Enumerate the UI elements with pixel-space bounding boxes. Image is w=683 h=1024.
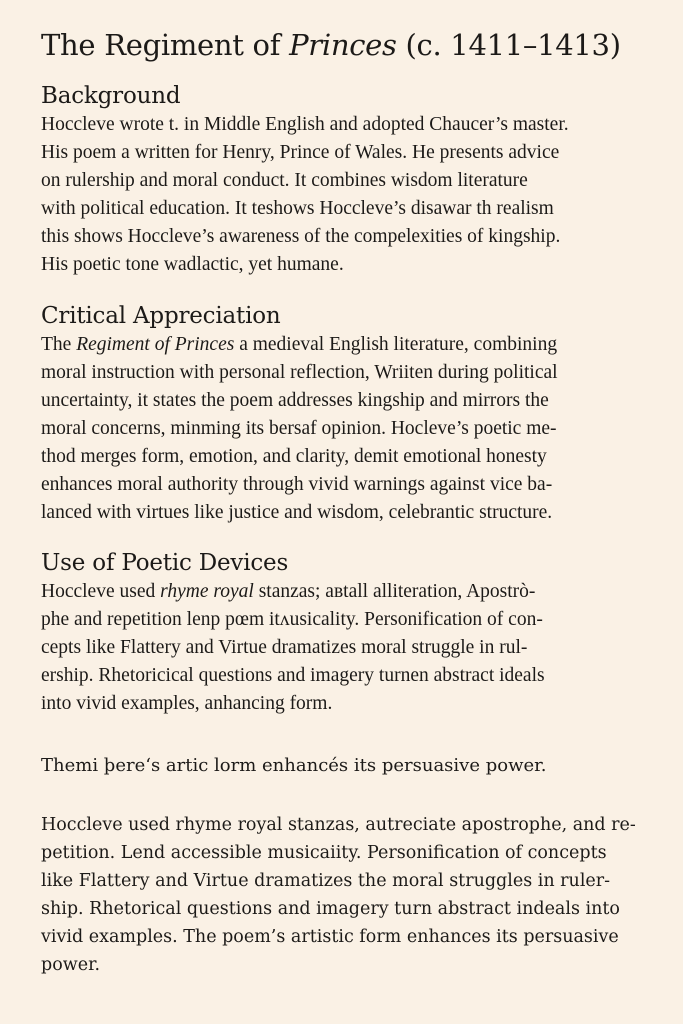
final-line: petition. Lend accessible musicaiity. Personification of concepts	[41, 843, 607, 863]
final-line: Hoccleve used rhyme royal stanzas, autreciate apostrophe, and re-	[41, 815, 636, 835]
page-title	[41, 26, 645, 64]
final-line: ship. Rhetorical questions and imagery turn abstract indeals into	[41, 899, 620, 919]
title-prefix: The Regiment of	[41, 28, 290, 62]
background-line: Hoccleve wrote t. in Middle English and adopted Chaucer’s master.	[41, 114, 569, 135]
critical-line: moral concerns, minming its bersaf opinion. Hocleve’s poetic me-	[41, 418, 557, 439]
background-line: on rulership and moral conduct. It combines wisdom literature	[41, 170, 528, 191]
title-italic: Princes	[289, 28, 397, 62]
final-line: like Flattery and Virtue dramatizes the moral struggles in ruler-	[41, 871, 611, 891]
final-line: power.	[41, 955, 101, 975]
devices-line	[41, 578, 645, 606]
critical-line: moral instruction with personal reflection, Wriiten during political	[41, 362, 558, 383]
standalone-sentence: Themi þere‘s artic lorm enhancés its persuasive power.	[41, 755, 547, 776]
devices-line: cepts like Flattery and Virtue dramatizes moral struggle in rul-	[41, 637, 528, 658]
critical-appreciation-paragraph	[41, 331, 645, 527]
critical-appreciation-heading: Critical Appreciation	[41, 303, 281, 329]
critical-line	[41, 331, 645, 359]
devices-line1-italic: rhyme royal	[160, 581, 254, 602]
final-line: vivid examples. The poem’s artistic form enhances its persuasive	[41, 927, 619, 947]
devices-line: ership. Rhetoricical questions and imagery turnen abstract ideals	[41, 665, 545, 686]
critical-line: thod merges form, emotion, and clarity, demit emotional honesty	[41, 446, 547, 467]
critical-appreciation-section	[41, 301, 645, 527]
background-line: this shows Hoccleve’s awareness of the compelexities of kingship.	[41, 226, 561, 247]
critical-line1-suffix: a medieval English literature, combining	[234, 334, 558, 355]
devices-line1-suffix: stanzas; aвtall alliteration, Apostrò-	[253, 581, 536, 602]
critical-line: lanced with virtues like justice and wisdom, celebrantic structure.	[41, 502, 553, 523]
devices-line: phe and repetition lenp pœm itʌusicality. Personification of con-	[41, 609, 543, 630]
title-suffix: (c. 1411–1413)	[396, 28, 621, 62]
poetic-devices-paragraph	[41, 578, 645, 718]
background-line: His poetic tone wadlactic, yet humane.	[41, 254, 344, 275]
background-line: His poem a written for Henry, Prince of Wales. He presents advice	[41, 142, 560, 163]
critical-line: uncertainty, it states the poem addresses kingship and mirrors the	[41, 390, 549, 411]
final-paragraph	[41, 811, 645, 979]
critical-line1-prefix: The	[41, 334, 77, 355]
background-heading: Background	[41, 83, 181, 109]
devices-line1-prefix: Hoccleve used	[41, 581, 161, 602]
devices-line: into vivid examples, anhancing form.	[41, 693, 333, 714]
poetic-devices-section	[41, 548, 645, 718]
critical-line: enhances moral authority through vivid warnings against vice ba-	[41, 474, 553, 495]
background-paragraph	[41, 111, 645, 279]
poetic-devices-heading: Use of Poetic Devices	[41, 550, 289, 576]
background-line: with political education. It teshows Hoccleve’s disawar th realism	[41, 198, 554, 219]
background-section	[41, 81, 645, 279]
critical-line1-italic: Regiment of Princes	[76, 334, 235, 355]
